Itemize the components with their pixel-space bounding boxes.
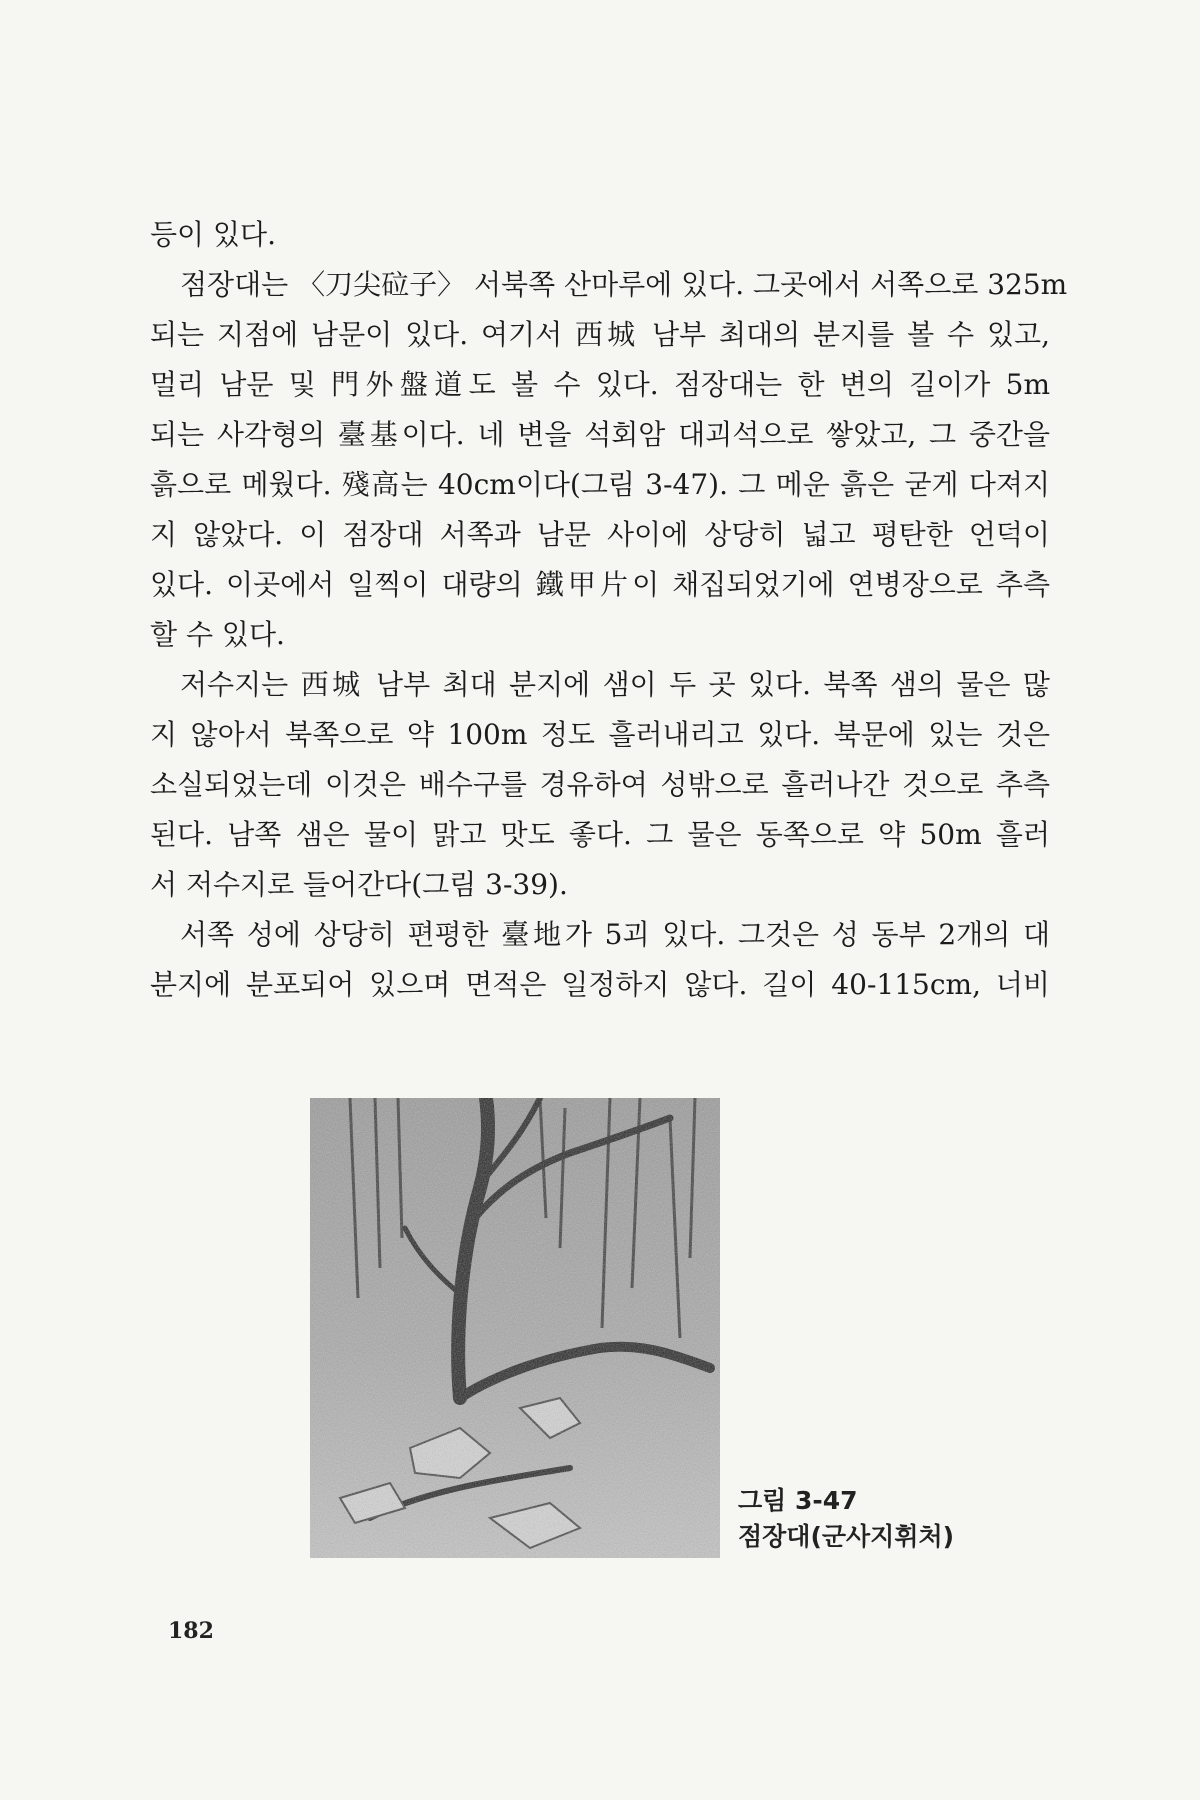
text-line: 흙으로 메웠다. 殘高는 40cm이다(그림 3-47). 그 메운 흙은 굳게 다져지 — [150, 468, 1050, 501]
figure-title: 점장대(군사지휘처) — [738, 1522, 955, 1551]
text-line: 되는 지점에 남문이 있다. 여기서 西城 남부 최대의 분지를 볼 수 있고, — [150, 318, 1050, 351]
text-line: 서 저수지로 들어간다(그림 3-39). — [150, 868, 568, 901]
text-line: 지 않아서 북쪽으로 약 100m 정도 흘러내리고 있다. 북문에 있는 것은 — [150, 718, 1050, 751]
figure-number: 그림 3-47 — [738, 1486, 858, 1515]
page-number: 182 — [168, 1618, 214, 1644]
text-line: 할 수 있다. — [150, 618, 285, 651]
body-text — [150, 210, 1068, 1010]
text-line: 멀리 남문 및 門外盤道도 볼 수 있다. 점장대는 한 변의 길이가 5m — [150, 368, 1050, 401]
text-line: 서쪽 성에 상당히 편평한 臺地가 5괴 있다. 그것은 성 동부 2개의 대 — [180, 918, 1050, 951]
text-line: 저수지는 西城 남부 최대 분지에 샘이 두 곳 있다. 북쪽 샘의 물은 많 — [180, 668, 1050, 701]
forest-photo — [310, 1098, 720, 1558]
text-line: 지 않았다. 이 점장대 서쪽과 남문 사이에 상당히 넓고 평탄한 언덕이 — [150, 518, 1050, 551]
figure-caption — [738, 1483, 954, 1555]
text-line: 점장대는 〈刀尖砬子〉 서북쪽 산마루에 있다. 그곳에서 서쪽으로 325m — [180, 268, 1068, 301]
text-line: 등이 있다. — [150, 218, 276, 251]
text-line: 분지에 분포되어 있으며 면적은 일정하지 않다. 길이 40-115cm, 너비 — [150, 968, 1050, 1001]
text-line: 되는 사각형의 臺基이다. 네 변을 석회암 대괴석으로 쌓았고, 그 중간을 — [150, 418, 1050, 451]
text-line: 소실되었는데 이것은 배수구를 경유하여 성밖으로 흘러나간 것으로 추측 — [150, 768, 1050, 801]
text-line: 있다. 이곳에서 일찍이 대량의 鐵甲片이 채집되었기에 연병장으로 추측 — [150, 568, 1050, 601]
text-line: 된다. 남쪽 샘은 물이 맑고 맛도 좋다. 그 물은 동쪽으로 약 50m 흘러 — [150, 818, 1050, 851]
